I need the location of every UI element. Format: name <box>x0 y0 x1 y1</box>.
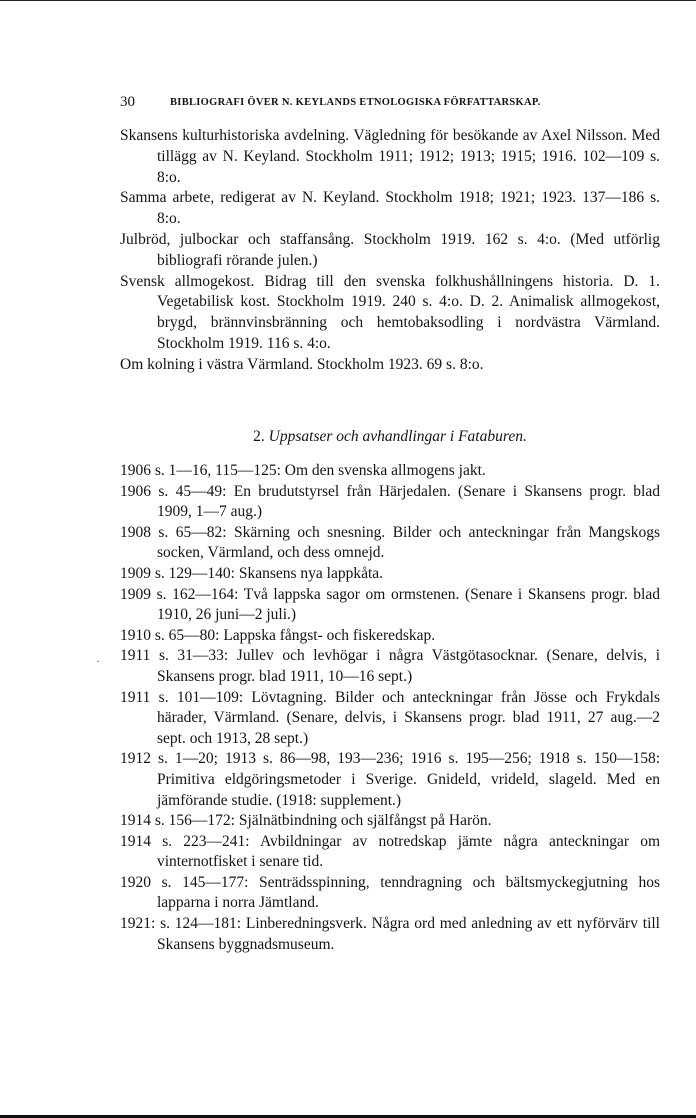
article-entry: 1914 s. 223—241: Avbildningar av notredskap jämte några anteckningar om vinternotfisket i senare tid. <box>120 832 660 871</box>
margin-mark: · <box>96 654 100 668</box>
top-rule <box>0 0 696 1</box>
book-list <box>120 126 660 376</box>
article-entry: 1914 s. 156—172: Själnätbindning och själfångst på Harön. <box>120 812 492 830</box>
article-entry: 1921: s. 124—181: Linberedningsverk. Några ord med anledning av ett nyförvärv till Skansens byggnadsmuseum. <box>120 915 660 953</box>
article-entry: 1920 s. 145—177: Senträdsspinning, tenndragning och bältsmyckegjutning hos lapparna i norra Jämtland. <box>120 873 660 912</box>
article-entry: 1911 s. 31—33: Jullev och levhögar i några Västgötasocknar. (Senare, delvis, i Skansens progr. blad 1911, 10—16 sept.) <box>120 647 660 685</box>
running-head: BIBLIOGRAFI ÖVER N. KEYLANDS ETNOLOGISKA FÖRFATTARSKAP. <box>170 97 541 108</box>
section-heading <box>120 428 660 446</box>
book-entry: Skansens kulturhistoriska avdelning. Vägledning för besökande av Axel Nilsson. Med tillägg av N. Keyland. Stockholm 1911; 1912; 1913; 1915; 1916. 102—109 s. 8:o. <box>120 127 660 186</box>
article-entry: 1906 s. 1—16, 115—125: Om den svenska allmogens jakt. <box>120 462 486 479</box>
article-entry: 1912 s. 1—20; 1913 s. 86—98, 193—236; 1916 s. 195—256; 1918 s. 150—158: Primitiva eldgöringsmetoder i Sverige. Gnideld, vrideld, slageld. Med en jämförande studie. (1918: supplement.) <box>120 750 660 809</box>
page-number: 30 <box>120 94 135 110</box>
book-entry: Om kolning i västra Värmland. Stockholm 1923. 69 s. 8:o. <box>120 355 484 373</box>
article-entry: 1910 s. 65—80: Lappska fångst- och fiskeredskap. <box>120 626 436 644</box>
book-entry: Samma arbete, redigerat av N. Keyland. Stockholm 1918; 1921; 1923. 137—186 s. 8:o. <box>120 189 660 228</box>
section-number: 2. <box>253 428 265 445</box>
article-entry: 1909 s. 162—164: Två lappska sagor om ormstenen. (Senare i Skansens progr. blad 1910, 26 juni—2 juli.) <box>120 585 660 624</box>
article-entry: 1909 s. 129—140: Skansens nya lappkåta. <box>120 564 384 582</box>
article-entry: 1908 s. 65—82: Skärning och snesning. Bilder och anteckningar från Mangskogs socken, Värmland, och dess omnejd. <box>120 523 660 562</box>
article-entry: 1911 s. 101—109: Lövtagning. Bilder och anteckningar från Jösse och Frykdals härader, Värmland. (Senare, delvis, i Skansens progr. blad 1911, 27 aug.—2 sept. och 1913, 28 sept.) <box>120 688 660 747</box>
article-entry: 1906 s. 45—49: En brudutstyrsel från Härjedalen. (Senare i Skansens progr. blad 1909, 1—7 aug.) <box>120 482 660 521</box>
book-entry: Svensk allmogekost. Bidrag till den svenska folkhushållningens historia. D. 1. Vegetabilisk kost. Stockholm 1919. 240 s. 4:o. D. 2. Animalisk allmogekost, brygd, brännvinsbränning och hemtobaksodling i nordvästra Värmland. Stockholm 1919. 116 s. 4:o. <box>120 272 660 352</box>
page-header <box>120 94 660 114</box>
article-list <box>120 461 660 955</box>
section-title: Uppsatser och avhandlingar i Fataburen. <box>268 428 527 445</box>
book-entry: Julbröd, julbockar och staffansång. Stockholm 1919. 162 s. 4:o. (Med utförlig bibliografi rörande julen.) <box>120 230 660 269</box>
